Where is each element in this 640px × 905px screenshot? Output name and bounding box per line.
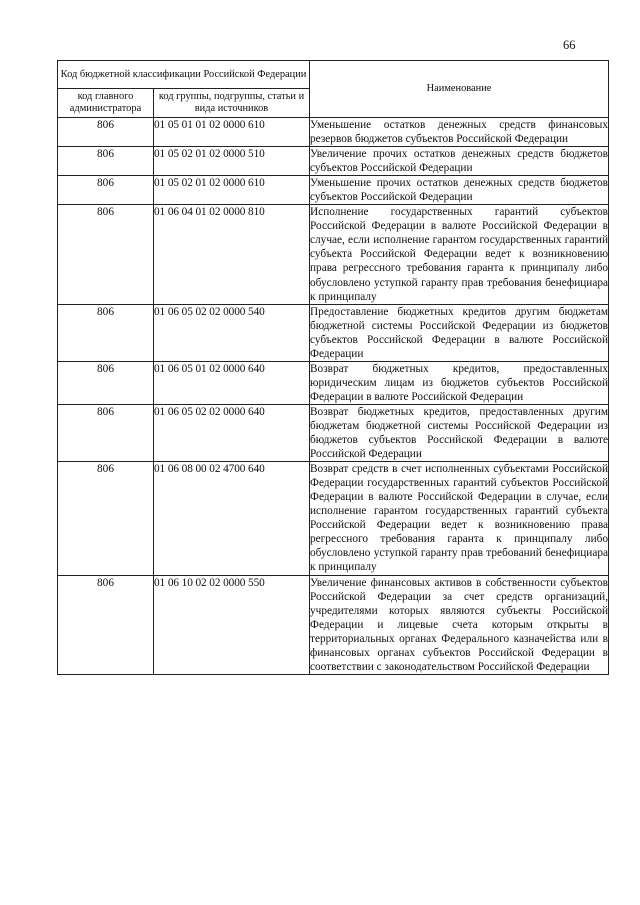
page-number: 66 <box>563 38 576 52</box>
name-cell: Возврат бюджетных кредитов, предоставленных другим бюджетам бюджетной системы Российской Федерации из бюджетов субъектов Российской Федерации в валюте Российской Федерации <box>310 405 609 461</box>
code-cell: 01 06 08 00 02 4700 640 <box>154 462 310 575</box>
name-cell: Увеличение финансовых активов в собственности субъектов Российской Федерации за счет средств организаций, учредителями которых являются субъекты Российской Федерации и лицевые счета которым открыты в территориальных органах Федерального казначейства или в финансовых органах субъектов Российской Федерации в соответствии с законодательством Российской Федерации <box>310 576 609 673</box>
table-row <box>58 304 609 361</box>
code-cell: 01 06 10 02 02 0000 550 <box>154 575 310 674</box>
code-cell: 01 05 01 01 02 0000 610 <box>154 118 310 147</box>
name-cell: Исполнение государственных гарантий субъектов Российской Федерации в валюте Российской Федерации в случае, если исполнение гарантом государственных гарантий субъекта Российской Федерации ведет к возникновению права регрессного требования гаранта к принципалу либо обусловлено уступкой гаранту прав требования бенефициара к принципалу <box>310 206 609 303</box>
name-cell: Уменьшение прочих остатков денежных средств бюджетов субъектов Российской Федерации <box>310 177 609 204</box>
admin-cell: 806 <box>58 118 154 147</box>
code-cell: 01 05 02 01 02 0000 510 <box>154 147 310 176</box>
admin-cell: 806 <box>58 462 154 575</box>
table-row <box>58 205 609 304</box>
admin-cell: 806 <box>58 404 154 461</box>
header-classification: Код бюджетной классификации Российской Федерации <box>58 61 310 89</box>
budget-classification-table <box>57 60 609 675</box>
admin-cell: 806 <box>58 205 154 304</box>
code-cell: 01 05 02 01 02 0000 610 <box>154 176 310 205</box>
admin-cell: 806 <box>58 176 154 205</box>
code-cell: 01 06 05 02 02 0000 640 <box>154 404 310 461</box>
header-group-code: код группы, подгруппы, статьи и вида источников <box>154 89 310 118</box>
code-cell: 01 06 04 01 02 0000 810 <box>154 205 310 304</box>
code-cell: 01 06 05 02 02 0000 540 <box>154 304 310 361</box>
table-row <box>58 147 609 176</box>
name-cell: Возврат бюджетных кредитов, предоставленных юридическим лицам из бюджетов субъектов Российской Федерации в валюте Российской Федерации <box>310 362 609 403</box>
table-row <box>58 118 609 147</box>
name-cell: Уменьшение остатков денежных средств финансовых резервов бюджетов субъектов Российской Федерации <box>310 119 609 146</box>
name-cell: Возврат средств в счет исполненных субъектами Российской Федерации государственных гарантий субъектов Российской Федерации в валюте Российской Федерации в случае, если исполнение гарантом государственных гарантий субъекта Российской Федерации ведет к возникновению права регрессного требования гаранта к принципалу либо обусловлено уступкой гаранту прав требований бенефициара к принципалу <box>310 463 609 574</box>
header-admin-code: код главного администратора <box>58 89 154 118</box>
admin-cell: 806 <box>58 361 154 404</box>
table-row <box>58 575 609 674</box>
admin-cell: 806 <box>58 147 154 176</box>
admin-cell: 806 <box>58 304 154 361</box>
admin-cell: 806 <box>58 575 154 674</box>
header-name: Наименование <box>310 61 609 118</box>
table-row <box>58 462 609 575</box>
name-cell: Предоставление бюджетных кредитов другим бюджетам бюджетной системы Российской Федерации из бюджетов субъектов Российской Федерации в валюте Российской Федерации <box>310 305 609 360</box>
table-row <box>58 176 609 205</box>
table-row <box>58 404 609 461</box>
table-row <box>58 361 609 404</box>
name-cell: Увеличение прочих остатков денежных средств бюджетов субъектов Российской Федерации <box>310 148 609 175</box>
code-cell: 01 06 05 01 02 0000 640 <box>154 361 310 404</box>
